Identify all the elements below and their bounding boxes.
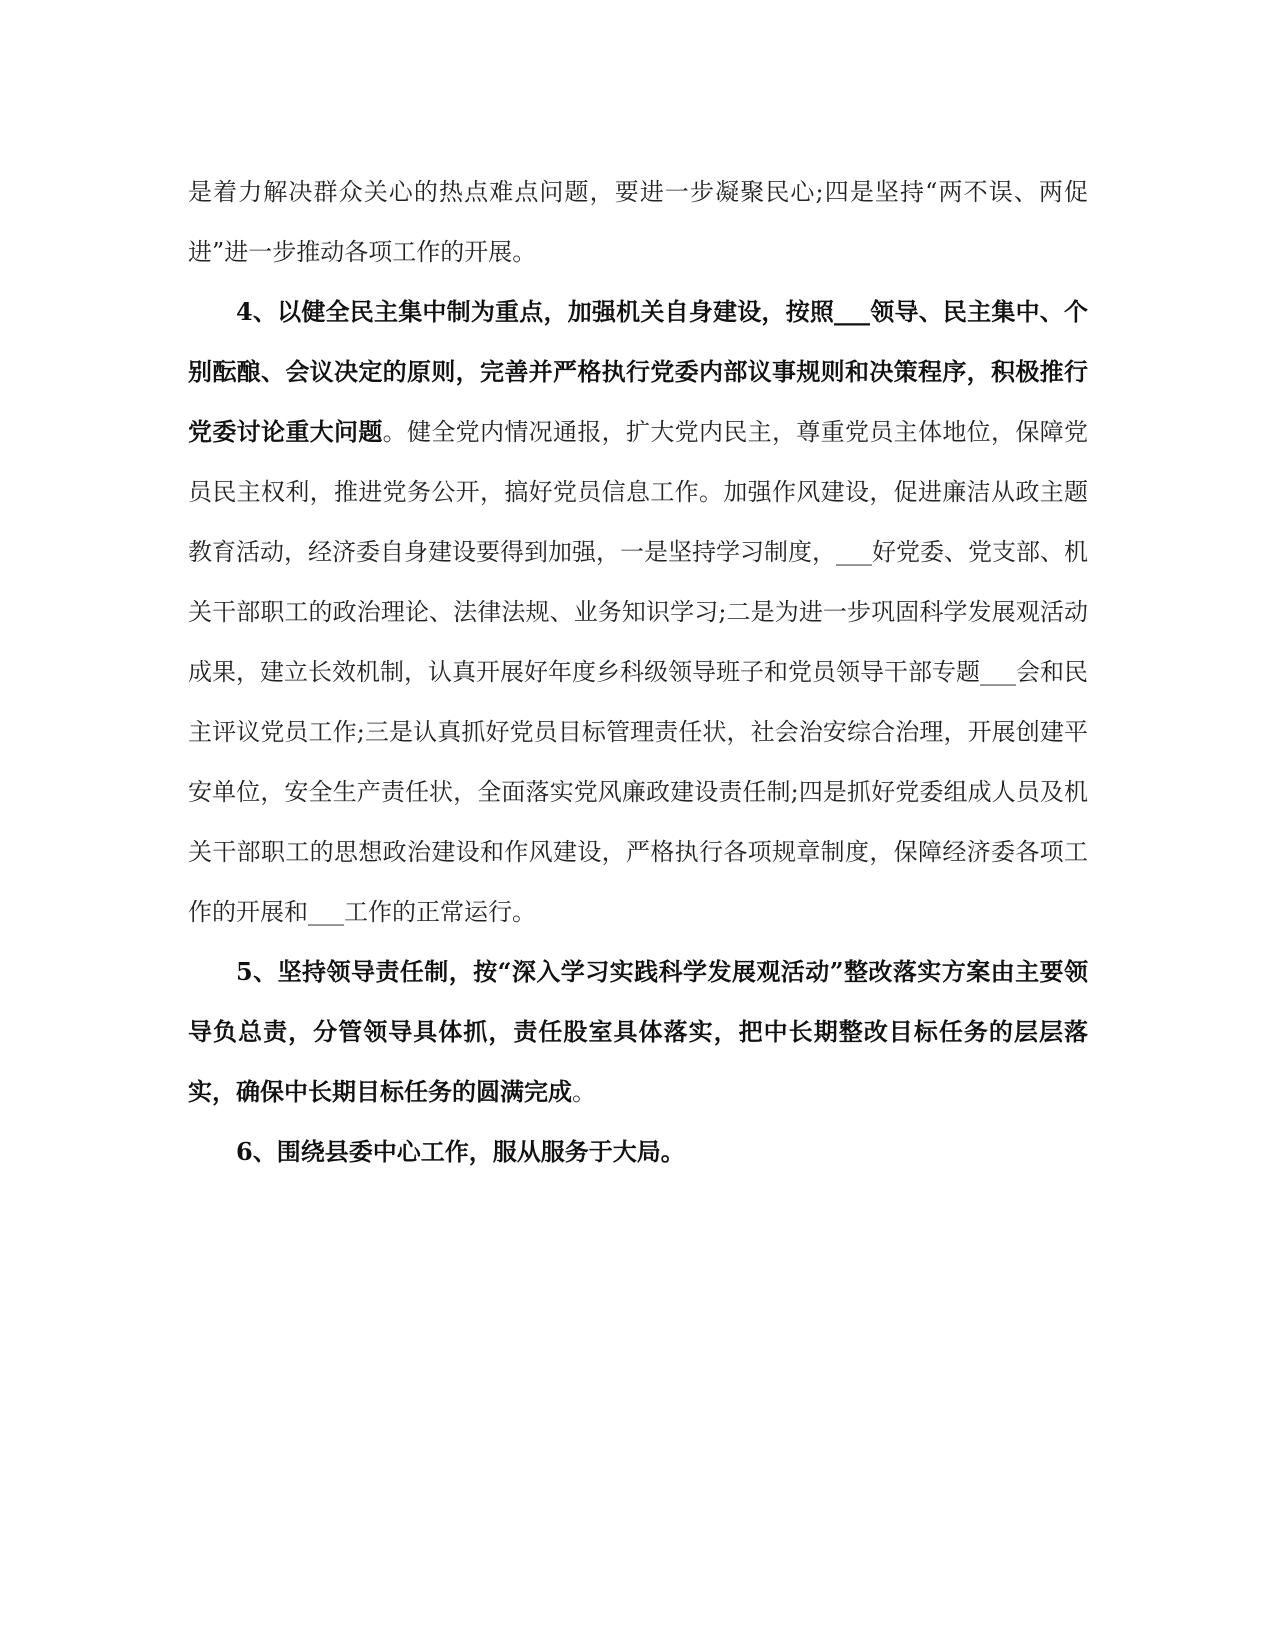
document-page (188, 162, 1088, 1182)
paragraph-item-4 (188, 282, 1088, 942)
paragraph-bold-text: 6、围绕县委中心工作，服从服务于大局。 (236, 1137, 685, 1166)
paragraph-text: 是着力解决群众关心的热点难点问题，要进一步凝聚民心;四是坚持“两不误、两促进”进一步推动各项工作的开展。 (188, 178, 1088, 266)
paragraph-text: 。健全党内情况通报，扩大党内民主，尊重党员主体地位，保障党员民主权利，推进党务公开，搞好党员信息工作。加强作风建设，促进廉洁从政主题教育活动，经济委自身建设要得到加强，一是坚持学习制度，___好党委、党支部、机关干部职工的政治理论、法律法规、业务知识学习;二是为进一步巩固科学发展观活动成果，建立长效机制，认真开展好年度乡科级领导班子和党员领导干部专题___会和民主评议党员工作;三是认真抓好党员目标管理责任状，社会治安综合治理，开展创建平安单位，安全生产责任状，全面落实党风廉政建设责任制;四是抓好党委组成人员及机关干部职工的思想政治建设和作风建设，严格执行各项规章制度，保障经济委各项工作的开展和___工作的正常运行。 (188, 418, 1089, 926)
paragraph-text: 。 (572, 1078, 596, 1106)
paragraph-continuation (188, 162, 1088, 282)
paragraph-item-5 (188, 942, 1088, 1122)
paragraph-bold-text: 5、坚持领导责任制，按“深入学习实践科学发展观活动”整改落实方案由主要领导负总责，分管领导具体抓，责任股室具体落实，把中长期整改目标任务的层层落实，确保中长期目标任务的圆满完成 (188, 957, 1088, 1106)
paragraph-item-6 (188, 1122, 1088, 1182)
paragraph-bold-text: 4、以健全民主集中制为重点，加强机关自身建设，按照___领导、民主集中、个别酝酿、会议决定的原则，完善并严格执行党委内部议事规则和决策程序，积极推行党委讨论重大问题 (188, 297, 1088, 446)
